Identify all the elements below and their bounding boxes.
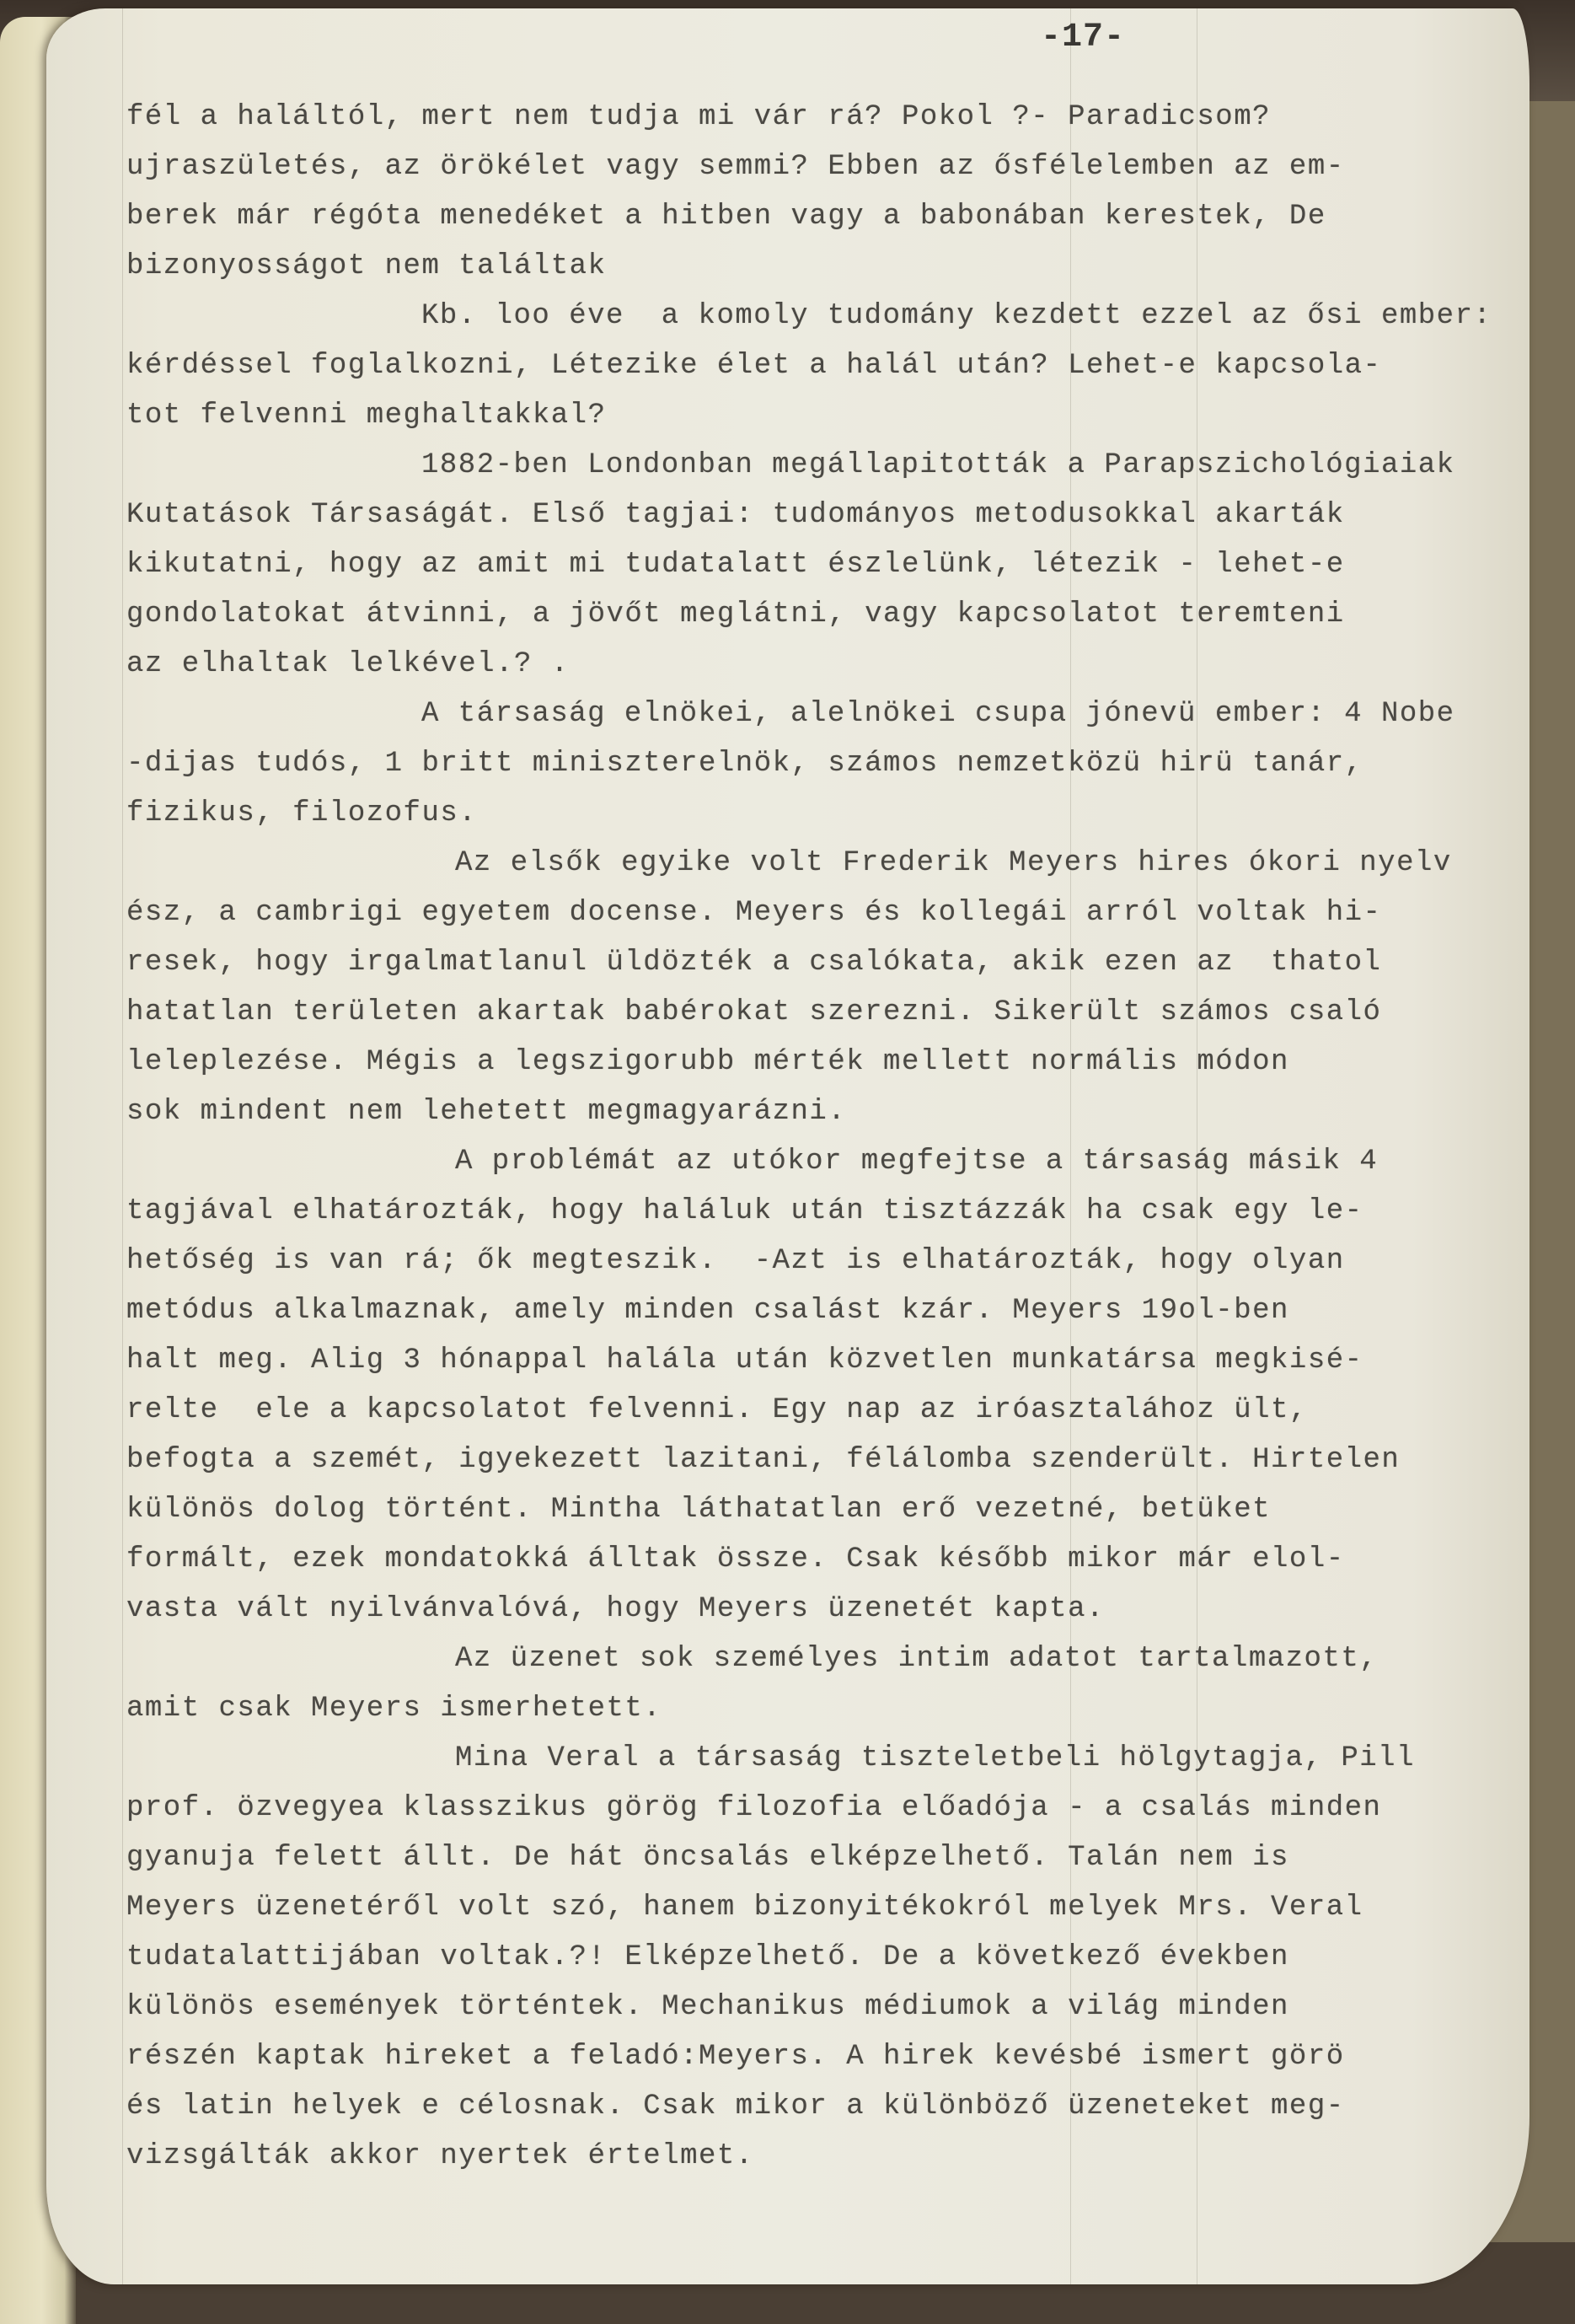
text-line: -dijas tudós, 1 britt miniszterelnök, számos nemzetközü hirü tanár,	[126, 748, 1363, 780]
text-line: Meyers üzenetéről volt szó, hanem bizonyitékokról melyek Mrs. Veral	[126, 1892, 1363, 1924]
text-line: vasta vált nyilvánvalóvá, hogy Meyers üzenetét kapta.	[126, 1593, 1105, 1625]
text-line: ujraszületés, az örökélet vagy semmi? Ebben az ősfélelemben az em-	[126, 151, 1345, 183]
text-line: sok mindent nem lehetett megmagyarázni.	[126, 1096, 847, 1128]
text-line: tudatalattijában voltak.?! Elképzelhető. De a következő években	[126, 1941, 1289, 1973]
paragraph-start: Az elsők egyike volt Frederik Meyers hires ókori nyelv	[455, 847, 1452, 879]
text-line: ész, a cambrigi egyetem docense. Meyers és kollegái arról voltak hi-	[126, 897, 1382, 929]
text-line: hetőség is van rá; ők megteszik. -Azt is elhatározták, hogy olyan	[126, 1245, 1345, 1277]
paragraph-start: 1882-ben Londonban megállapitották a Parapszichológiaiak	[421, 449, 1455, 481]
paragraph-start: Kb. loo éve a komoly tudomány kezdett ezzel az ősi ember:	[421, 300, 1492, 332]
text-line: metódus alkalmaznak, amely minden csalást kzár. Meyers 19ol-ben	[126, 1295, 1289, 1327]
paragraph-start: A társaság elnökei, alelnökei csupa jónevü ember: 4 Nobe	[421, 698, 1455, 730]
text-line: resek, hogy irgalmatlanul üldözték a csalókata, akik ezen az thatol	[126, 947, 1382, 979]
text-line: formált, ezek mondatokká álltak össze. Csak később mikor már elol-	[126, 1543, 1345, 1575]
text-line: tagjával elhatározták, hogy haláluk után tisztázzák ha csak egy le-	[126, 1195, 1363, 1227]
text-line: különös dolog történt. Mintha láthatatlan erő vezetné, betüket	[126, 1494, 1272, 1526]
paragraph-start: Mina Veral a társaság tiszteletbeli hölgytagja, Pill	[455, 1742, 1415, 1774]
text-line: befogta a szemét, igyekezett lazitani, félálomba szenderült. Hirtelen	[126, 1444, 1401, 1476]
text-line: gyanuja felett állt. De hát öncsalás elképzelhető. Talán nem is	[126, 1842, 1289, 1874]
text-line: kérdéssel foglalkozni, Létezike élet a halál után? Lehet-e kapcsola-	[126, 350, 1382, 382]
paragraph-start: Az üzenet sok személyes intim adatot tartalmazott,	[455, 1643, 1379, 1675]
text-line: prof. özvegyea klasszikus görög filozofia előadója - a csalás minden	[126, 1792, 1382, 1824]
text-line: hatatlan területen akartak babérokat szerezni. Sikerült számos csaló	[126, 996, 1382, 1028]
text-line: gondolatokat átvinni, a jövőt meglátni, vagy kapcsolatot teremteni	[126, 598, 1345, 631]
text-line: az elhaltak lelkével.? .	[126, 648, 570, 680]
page-number: -17-	[1041, 19, 1126, 56]
text-line: kikutatni, hogy az amit mi tudatalatt észlelünk, létezik - lehet-e	[126, 549, 1345, 581]
text-line: berek már régóta menedéket a hitben vagy a babonában kerestek, De	[126, 201, 1326, 233]
text-line: fél a haláltól, mert nem tudja mi vár rá? Pokol ?- Paradicsom?	[126, 101, 1272, 133]
body-text	[126, 93, 1559, 2182]
text-line: különös események történtek. Mechanikus médiumok a világ minden	[126, 1991, 1289, 2023]
text-line: halt meg. Alig 3 hónappal halála után közvetlen munkatársa megkisé-	[126, 1344, 1363, 1377]
typewritten-page	[46, 8, 1529, 2284]
text-line: bizonyosságot nem találtak	[126, 250, 607, 282]
paragraph-start: A problémát az utókor megfejtse a társaság másik 4	[455, 1146, 1379, 1178]
text-line: relte ele a kapcsolatot felvenni. Egy nap az iróasztalához ült,	[126, 1394, 1308, 1426]
text-line: vizsgálták akkor nyertek értelmet.	[126, 2140, 754, 2172]
margin-line-left	[122, 8, 123, 2284]
text-line: amit csak Meyers ismerhetett.	[126, 1693, 662, 1725]
text-line: részén kaptak hireket a feladó:Meyers. A hirek kevésbé ismert görö	[126, 2041, 1345, 2073]
text-line: fizikus, filozofus.	[126, 797, 478, 829]
text-line: leleplezése. Mégis a legszigorubb mérték mellett normális módon	[126, 1046, 1289, 1078]
text-line: és latin helyek e célosnak. Csak mikor a különböző üzeneteket meg-	[126, 2091, 1345, 2123]
text-line: tot felvenni meghaltakkal?	[126, 400, 607, 432]
text-line: Kutatások Társaságát. Első tagjai: tudományos metodusokkal akarták	[126, 499, 1345, 531]
